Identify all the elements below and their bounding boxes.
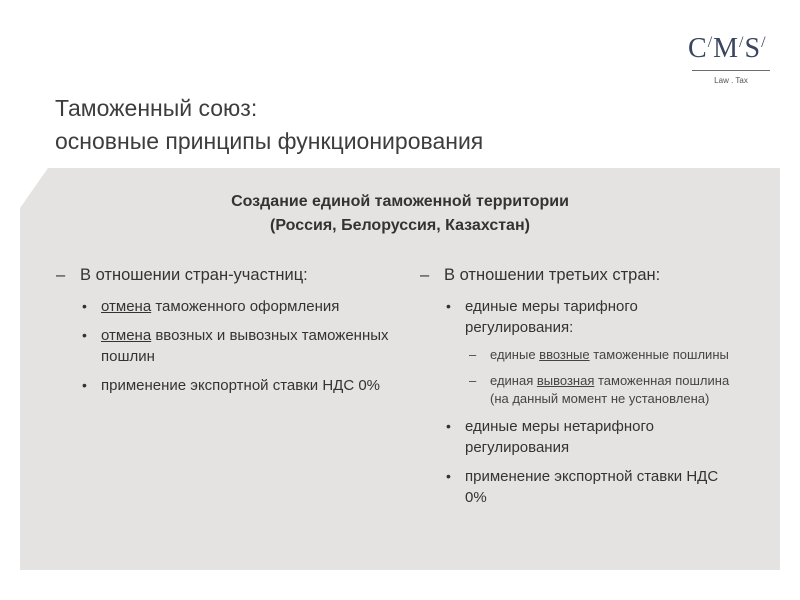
bullet-marker: • [82, 298, 87, 314]
list-item: • единые меры тарифного регулирования: [446, 298, 638, 336]
left-column [56, 263, 396, 404]
title-line-2: основные принципы функционирования [55, 128, 484, 154]
list-item: • применение экспортной ставки НДС 0% [82, 377, 380, 394]
sub-list-item: – единые ввозные таможенные пошлины [469, 347, 729, 362]
panel-heading [40, 190, 760, 238]
list-item: • применение экспортной ставки НДС 0% [446, 468, 719, 506]
dash-marker: – [469, 347, 477, 362]
dash-marker: – [420, 266, 430, 284]
page-title [55, 92, 655, 158]
list-item: • единые меры нетарифного регулирования [446, 418, 655, 456]
right-header: – В отношении третьих стран: [420, 263, 740, 287]
cms-logo [688, 34, 774, 92]
bullet-marker: • [446, 298, 451, 314]
sub-list-item: – единая вывозная таможенная пошлина (на данный момент не установлена) [469, 373, 730, 406]
bullet-marker: • [446, 468, 451, 484]
dash-marker: – [56, 266, 66, 284]
bullet-marker: • [82, 377, 87, 393]
dash-marker: – [469, 373, 477, 388]
list-item: • отмена ввозных и вывозных таможенных пошлин [82, 327, 389, 365]
title-line-1: Таможенный союз: [55, 95, 258, 121]
list-item: • отмена таможенного оформления [82, 298, 340, 315]
bullet-marker: • [82, 327, 87, 343]
logo-tagline: Law . Tax [714, 76, 748, 85]
left-header: – В отношении стран-участниц: [56, 263, 396, 287]
panel-heading-line-1: Создание единой таможенной территории [231, 193, 569, 210]
right-column [420, 263, 740, 516]
logo-mark: C/M/S/ [688, 33, 767, 64]
panel-heading-line-2: (Россия, Белоруссия, Казахстан) [270, 217, 530, 234]
logo-divider [692, 70, 770, 71]
bullet-marker: • [446, 418, 451, 434]
